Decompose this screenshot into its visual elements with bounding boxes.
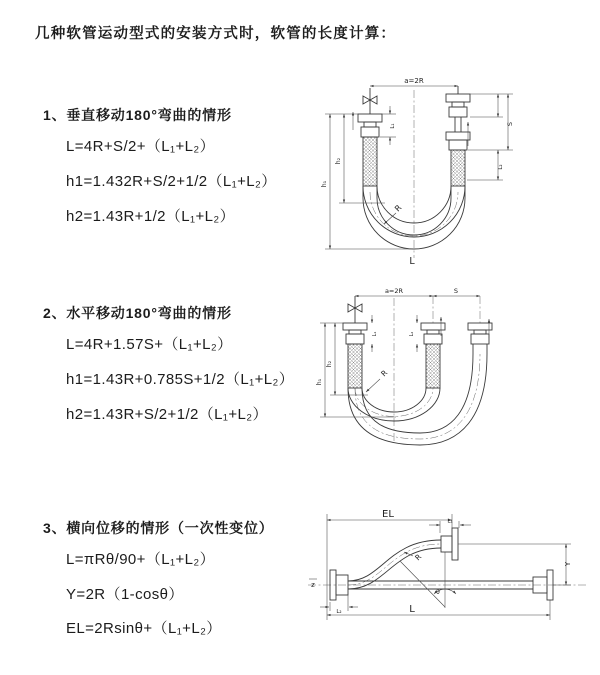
dim-label-fitting1: L₁ (372, 331, 378, 337)
section-1-heading: 1、垂直移动180°弯曲的情形 (43, 107, 232, 123)
dim-label-angle: θ (436, 589, 440, 596)
formula-h2-2: h2=1.43R+S/2+1/2（L₁+L₂） (66, 406, 268, 423)
formula-h2-1: h2=1.43R+1/2（L₁+L₂） (66, 208, 236, 225)
dim-label-height2: h₂ (326, 360, 333, 368)
diagram-lateral-displacement (300, 498, 595, 648)
dim-label-height2: h₂ (335, 157, 342, 165)
dim-label-fitting1: L₁ (447, 518, 453, 525)
formula-length-2: L=4R+1.57S+（L₁+L₂） (66, 336, 233, 353)
dim-label-height1: h₁ (321, 180, 328, 188)
radius-leader (366, 379, 380, 392)
hose-assembly (330, 528, 553, 600)
section-2-heading: 2、水平移动180°弯曲的情形 (43, 305, 232, 321)
dim-label-extended-length: EL (382, 509, 394, 520)
dim-label-radius: R (413, 552, 424, 563)
centerlines (308, 544, 587, 585)
dimension-lines (325, 86, 513, 249)
dim-label-radius: R (393, 203, 404, 214)
centerline-end-mark: z (311, 581, 315, 589)
formula-el-3: EL=2Rsinθ+（L₁+L₂） (66, 620, 222, 637)
formula-y-3: Y=2R（1-cosθ） (66, 586, 184, 603)
formula-h1-1: h1=1.432R+S/2+1/2（L₁+L₂） (66, 173, 277, 190)
diagram-horizontal-180-bend (308, 282, 598, 462)
dim-label-offset: Y (564, 561, 572, 567)
dim-label-fitting1: L₁ (390, 123, 396, 129)
dim-label-height1: h₁ (316, 378, 323, 386)
braided-section-left (363, 137, 377, 186)
page-title: 几种软管运动型式的安装方式时，软管的长度计算： (35, 26, 397, 42)
dim-label-length: L (409, 604, 415, 615)
construction-lines (400, 552, 456, 608)
section-3-heading: 3、横向位移的情形（一次性变位） (43, 520, 274, 536)
dim-label-fitting2: L₂ (409, 331, 415, 337)
dim-label-stroke: S (506, 121, 514, 127)
formula-length-3: L=πRθ/90+（L₁+L₂） (66, 551, 215, 568)
dim-label-radius: R (379, 368, 390, 379)
dim-label-width: a=2R (404, 77, 424, 85)
dim-label-stroke: S (453, 287, 459, 295)
dim-label-length: L (409, 256, 415, 267)
dim-label-width: a=2R (384, 287, 404, 295)
diagram-vertical-180-bend (310, 70, 595, 270)
dimension-lines (320, 296, 489, 417)
centerlines (370, 90, 458, 258)
dimension-lines (309, 514, 571, 620)
dim-label-fitting2: L₂ (336, 609, 342, 615)
formula-h1-2: h1=1.43R+0.785S+1/2（L₁+L₂） (66, 371, 295, 388)
dim-label-fitting2: L₂ (498, 164, 504, 170)
braided-section-middle (426, 344, 440, 388)
hose-assembly (343, 296, 492, 445)
braided-section-right (451, 150, 465, 186)
radius-line (400, 561, 445, 607)
formula-length-1: L=4R+S/2+（L₁+L₂） (66, 138, 216, 155)
braided-section-left (348, 344, 362, 388)
